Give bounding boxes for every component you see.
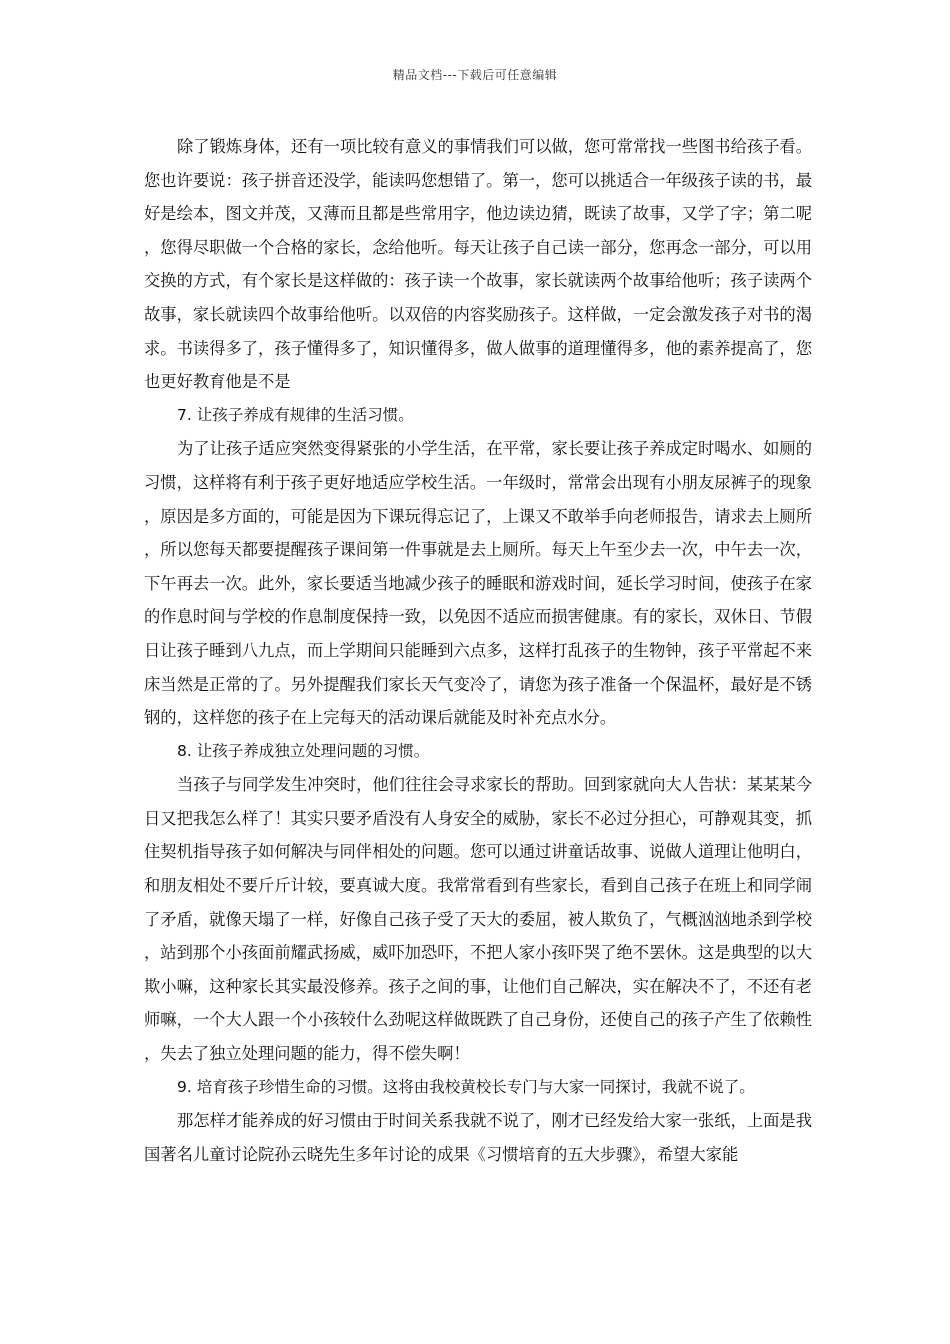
paragraph-reading: 除了锻炼身体，还有一项比较有意义的事情我们可以做，您可常常找一些图书给孩子看。您也许要说：孩子拼音还没学，能读吗您想错了。第一，您可以挑适合一年级孩子读的书，最好是绘本，图文并茂，又薄而且都是些常用字，他边读边猜，既读了故事，又学了字；第二呢，您得尽职做一个合格的家长，念给他听。每天让孩子自己读一部分，您再念一部分，可以用交换的方式，有个家长是这样做的：孩子读一个故事，家长就读两个故事给他听；孩子读两个故事，家长就读四个故事给他听。以双倍的内容奖励孩子。这样做，一定会激发孩子对书的渴求。书读得多了，孩子懂得多了，知识懂得多，做人做事的道理懂得多，他的素养提高了，您也更好教育他是不是: [144, 137, 812, 392]
paragraph-closing: 那怎样才能养成的好习惯由于时间关系我就不说了，刚才已经发给大家一张纸，上面是我国著名儿童讨论院孙云晓先生多年讨论的成果《习惯培育的五大步骤》，希望大家能: [144, 1111, 812, 1164]
document-body: [144, 130, 812, 1171]
heading-habit-7: 7. 让孩子养成有规律的生活习惯。: [177, 405, 414, 424]
paragraph-independence: 当孩子与同学发生冲突时，他们往往会寻求家长的帮助。回到家就向大人告状：某某某今日又把我怎么样了！其实只要矛盾没有人身安全的威胁，家长不必过分担心，可静观其变，抓住契机指导孩子如何解决与同伴相处的问题。您可以通过讲童话故事、说做人道理让他明白，和朋友相处不要斤斤计较，要真诚大度。我常常看到有些家长，看到自己孩子在班上和同学闹了矛盾，就像天塌了一样，好像自己孩子受了天大的委屈，被人欺负了，气概汹汹地杀到学校，站到那个小孩面前耀武扬威，威吓加恐吓，不把人家小孩吓哭了绝不罢休。这是典型的以大欺小嘛，这种家长其实最没修养。孩子之间的事，让他们自己解决，实在解决不了，不还有老师嘛，一个大人跟一个小孩较什么劲呢这样做既跌了自己身份，还使自己的孩子产生了依赖性，失去了独立处理问题的能力，得不偿失啊！: [144, 775, 812, 1064]
page-header: 精品文档---下载后可任意编辑: [392, 68, 558, 82]
heading-habit-8: 8. 让孩子养成独立处理问题的习惯。: [177, 741, 430, 760]
heading-habit-9: 9. 培育孩子珍惜生命的习惯。这将由我校黄校长专门与大家一同探讨，我就不说了。: [177, 1077, 755, 1096]
paragraph-routine: 为了让孩子适应突然变得紧张的小学生活，在平常，家长要让孩子养成定时喝水、如厕的习惯，这样将有利于孩子更好地适应学校生活。一年级时，常常会出现有小朋友尿裤子的现象，原因是多方面的，可能是因为下课玩得忘记了，上课又不敢举手向老师报告，请求去上厕所，所以您每天都要提醒孩子课间第一件事就是去上厕所。每天上午至少去一次，中午去一次，下午再去一次。此外，家长要适当地减少孩子的睡眠和游戏时间，延长学习时间，使孩子在家的作息时间与学校的作息制度保持一致，以免因不适应而损害健康。有的家长，双休日、节假日让孩子睡到八九点，而上学期间只能睡到六点多，这样打乱孩子的生物钟，孩子平常起不来床当然是正常的了。另外提醒我们家长天气变冷了，请您为孩子准备一个保温杯，最好是不锈钢的，这样您的孩子在上完每天的活动课后就能及时补充点水分。: [144, 439, 812, 728]
